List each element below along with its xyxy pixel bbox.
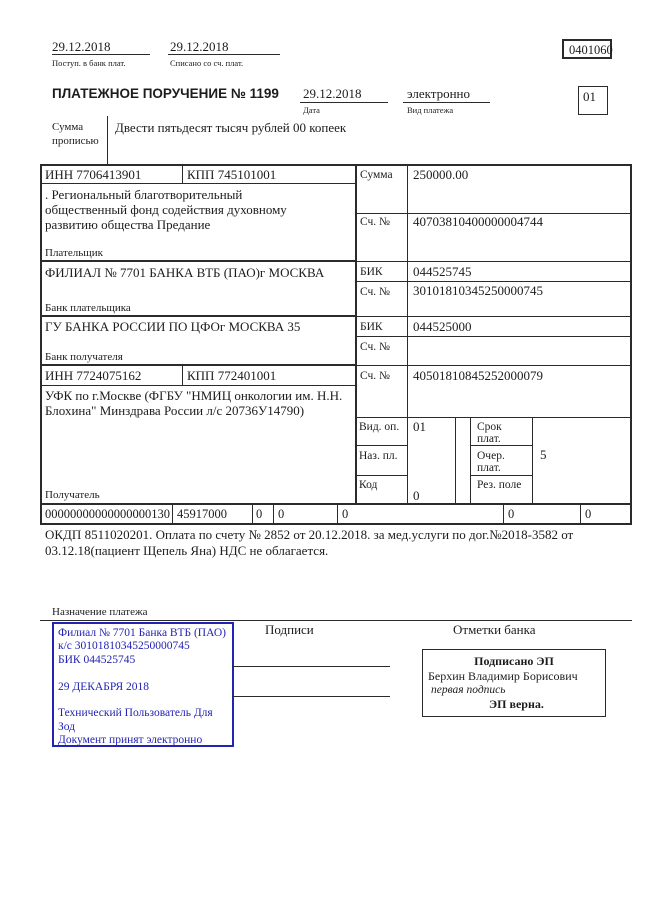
purpose-line1: ОКДП 8511020201. Оплата по счету № 2852 от 20.12.2018. за мед.услуги по дог.№2018-3582 от bbox=[45, 527, 574, 542]
payer-account-value: 40703810400000004744 bbox=[413, 214, 543, 229]
purpose-line2: 03.12.18(пациент Щепель Яна) НДС не облагается. bbox=[45, 543, 329, 558]
esign-name: Берхин Владимир Борисович bbox=[428, 669, 578, 683]
esign-subtitle: первая подпись bbox=[431, 684, 506, 696]
rule bbox=[172, 504, 173, 524]
rule bbox=[355, 164, 357, 505]
stamp-line: 29 ДЕКАБРЯ 2018 bbox=[58, 680, 150, 693]
payee-account-label: Сч. № bbox=[360, 370, 391, 382]
payment-kind-value: электронно bbox=[407, 86, 471, 101]
payee-account-value: 40501810845252000079 bbox=[413, 368, 543, 383]
received-in-bank-label: Поступ. в банк плат. bbox=[52, 58, 126, 68]
rule bbox=[40, 183, 355, 184]
bank-marks-heading: Отметки банка bbox=[453, 622, 536, 637]
payer-section-label: Плательщик bbox=[45, 247, 103, 259]
debited-from-account-date: 29.12.2018 bbox=[170, 39, 229, 54]
debited-from-account-label: Списано со сч. плат. bbox=[170, 58, 244, 68]
rule bbox=[40, 620, 632, 621]
rule bbox=[355, 475, 407, 476]
purpose-section-label: Назначение платежа bbox=[52, 606, 148, 618]
sum-label: Сумма bbox=[360, 169, 393, 181]
payer-name-line2: общественный фонд содействия духовному bbox=[45, 202, 287, 217]
payer-bank-name: ФИЛИАЛ № 7701 БАНКА ВТБ (ПАО)г МОСКВА bbox=[45, 265, 325, 280]
payer-name-line3: развитию общества Предание bbox=[45, 217, 211, 232]
payer-bank-bik-label: БИК bbox=[360, 266, 383, 278]
signatures-heading: Подписи bbox=[265, 622, 314, 637]
document-date-label: Дата bbox=[303, 105, 320, 115]
signature-line bbox=[232, 696, 390, 697]
codes-cell: 0 bbox=[585, 507, 592, 521]
amount-in-words: Двести пятьдесят тысяч рублей 00 копеек bbox=[115, 120, 347, 135]
payee-name-line1: УФК по г.Москве (ФГБУ "НМИЦ онкологии им. Н.Н. bbox=[45, 388, 343, 403]
rule bbox=[355, 445, 407, 446]
payee-section-label: Получатель bbox=[45, 489, 100, 501]
rule bbox=[40, 523, 632, 525]
form-code-box bbox=[562, 39, 612, 59]
codes-cell: 0 bbox=[508, 507, 515, 521]
stamp-line: Филиал № 7701 Банка ВТБ (ПАО) bbox=[58, 627, 226, 639]
stamp-line bbox=[58, 667, 232, 680]
rule bbox=[630, 164, 632, 525]
rule bbox=[252, 504, 253, 524]
rule bbox=[455, 417, 456, 505]
payer-kpp: КПП 745101001 bbox=[187, 167, 277, 182]
rule bbox=[355, 281, 632, 282]
codes-cell: 0 bbox=[278, 507, 285, 521]
rule bbox=[580, 504, 581, 524]
payer-bank-bik-value: 044525745 bbox=[413, 264, 472, 279]
payer-name-line1: . Региональный благотворительный bbox=[45, 187, 243, 202]
stamp-line: к/с 30101810345250000745 bbox=[58, 640, 190, 653]
stamp-line bbox=[58, 694, 232, 707]
rule bbox=[40, 385, 355, 386]
payee-bank-bik-label: БИК bbox=[360, 321, 383, 333]
esign-box bbox=[422, 649, 606, 717]
payee-bank-account-label: Сч. № bbox=[360, 341, 391, 353]
rule bbox=[355, 316, 632, 317]
rule bbox=[403, 102, 490, 103]
codes-cell: 00000000000000000130 bbox=[45, 507, 170, 521]
reserve-label: Рез. поле bbox=[477, 479, 522, 491]
payer-bank-account-value: 30101810345250000745 bbox=[413, 283, 543, 298]
document-title: ПЛАТЕЖНОЕ ПОРУЧЕНИЕ № 1199 bbox=[52, 86, 279, 101]
form-code: 0401060 bbox=[569, 43, 613, 57]
stamp-line: БИК 044525745 bbox=[58, 653, 136, 666]
codes-cell: 45917000 bbox=[177, 507, 227, 521]
rule bbox=[355, 417, 632, 418]
code-value: 0 bbox=[413, 488, 420, 503]
rule bbox=[337, 504, 338, 524]
rule bbox=[407, 164, 408, 505]
esign-title: Подписано ЭП bbox=[474, 654, 554, 668]
rule bbox=[503, 504, 504, 524]
esign-verified: ЭП верна. bbox=[489, 697, 544, 711]
stamp-line: Документ принят электронно bbox=[58, 734, 203, 747]
code-label: Код bbox=[359, 479, 378, 491]
payer-status-box bbox=[578, 86, 608, 115]
rule bbox=[40, 164, 632, 166]
rule bbox=[470, 475, 532, 476]
term-label: Срок плат. bbox=[477, 421, 502, 445]
order-value: 5 bbox=[540, 447, 547, 462]
rule bbox=[182, 365, 183, 385]
signature-line bbox=[232, 666, 390, 667]
bank-stamp-box bbox=[52, 622, 234, 747]
rule bbox=[300, 102, 388, 103]
payer-account-label: Сч. № bbox=[360, 216, 391, 228]
stamp-line: Технический Пользователь Для bbox=[58, 707, 213, 720]
purpose-code-label: Наз. пл. bbox=[359, 450, 398, 462]
amount-words-label-1: Сумма bbox=[52, 121, 84, 133]
rule bbox=[355, 261, 632, 262]
payee-bank-name: ГУ БАНКА РОССИИ ПО ЦФОг МОСКВА 35 bbox=[45, 319, 301, 334]
rule bbox=[273, 504, 274, 524]
rule bbox=[532, 417, 533, 505]
rule bbox=[355, 365, 632, 366]
payer-bank-account-label: Сч. № bbox=[360, 286, 391, 298]
payee-inn: ИНН 7724075162 bbox=[45, 368, 142, 383]
rule bbox=[470, 417, 471, 505]
payee-kpp: КПП 772401001 bbox=[187, 368, 277, 383]
rule bbox=[40, 260, 355, 262]
payment-kind-label: Вид платежа bbox=[407, 105, 454, 115]
op-kind-value: 01 bbox=[413, 419, 426, 434]
rule bbox=[40, 164, 42, 525]
payee-name-line2: Блохина" Минздрава России л/с 20736У14790) bbox=[45, 403, 305, 418]
codes-cell: 0 bbox=[342, 507, 349, 521]
codes-cell: 0 bbox=[256, 507, 263, 521]
order-label: Очер. плат. bbox=[477, 450, 505, 474]
rule bbox=[107, 116, 108, 164]
rule bbox=[40, 364, 355, 366]
payer-status-code: 01 bbox=[583, 89, 596, 104]
rule bbox=[182, 164, 183, 183]
sum-value: 250000.00 bbox=[413, 167, 469, 182]
payer-inn: ИНН 7706413901 bbox=[45, 167, 142, 182]
rule bbox=[52, 54, 150, 55]
rule bbox=[40, 503, 632, 505]
amount-words-label-2: прописью bbox=[52, 135, 99, 147]
stamp-line: Зод bbox=[58, 720, 76, 733]
received-in-bank-date: 29.12.2018 bbox=[52, 39, 111, 54]
rule bbox=[470, 445, 532, 446]
payee-bank-section-label: Банк получателя bbox=[45, 351, 123, 363]
rule bbox=[40, 315, 355, 317]
payer-bank-section-label: Банк плательщика bbox=[45, 302, 131, 314]
op-kind-label: Вид. оп. bbox=[359, 421, 400, 433]
payee-bank-bik-value: 044525000 bbox=[413, 319, 472, 334]
document-date: 29.12.2018 bbox=[303, 86, 362, 101]
rule bbox=[355, 336, 632, 337]
rule bbox=[168, 54, 280, 55]
